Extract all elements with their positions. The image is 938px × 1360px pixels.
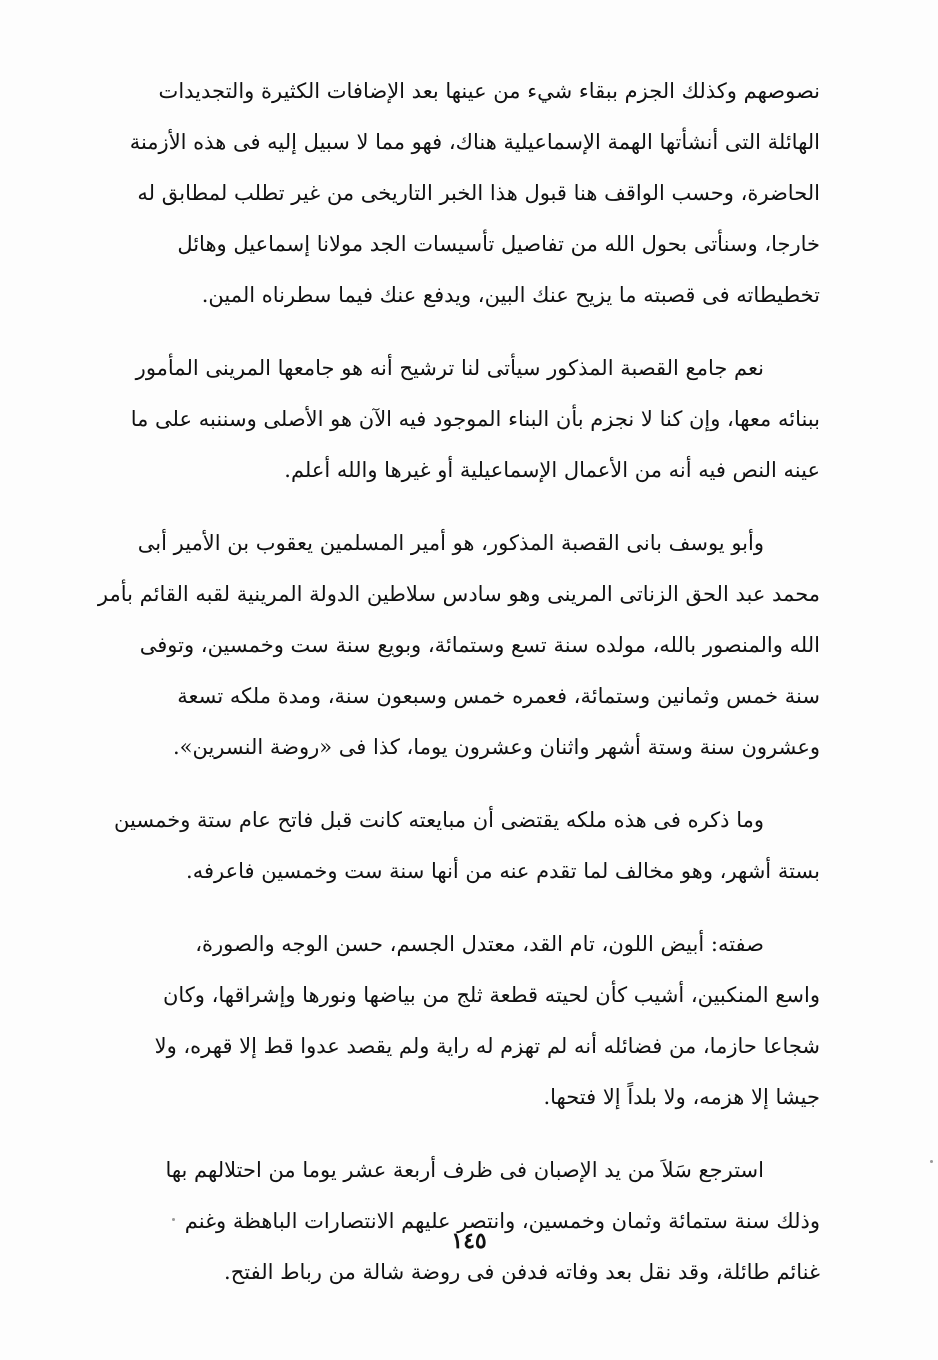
text-line: عينه النص فيه أنه من الأعمال الإسماعيلية أو غيرها والله أعلم. xyxy=(284,458,820,482)
text-line: غنائم طائلة، وقد نقل بعد وفاته فدفن فى روضة شالة من رباط الفتح. xyxy=(224,1260,820,1284)
scan-speck xyxy=(930,1160,933,1163)
scan-speck xyxy=(172,1218,175,1221)
paragraph xyxy=(78,1145,820,1298)
text-line: وعشرون سنة وستة أشهر واثنان وعشرون يوما، كذا فى «روضة النسرين». xyxy=(172,735,820,759)
text-line: محمد عبد الحق الزناتى المرينى وهو سادس سلاطين الدولة المرينية لقبه القائم بأمر xyxy=(97,582,820,606)
text-line: تخطيطاته فى قصبته ما يزيح عنك البين، ويدفع عنك فيما سطرناه المين. xyxy=(201,283,820,307)
text-line: صفته: أبيض اللون، تام القد، معتدل الجسم، حسن الوجه والصورة، xyxy=(195,932,764,956)
paragraph xyxy=(78,518,820,773)
paragraph xyxy=(78,343,820,496)
text-line: وما ذكره فى هذه ملكه يقتضى أن مبايعته كانت قبل فاتح عام ستة وخمسين xyxy=(114,808,764,832)
text-line: جيشا إلا هزمه، ولا بلداً إلا فتحها. xyxy=(543,1085,820,1109)
text-line: استرجع سَلاَ من يد الإصبان فى ظرف أربعة عشر يوما من احتلالهم بها xyxy=(165,1158,764,1182)
text-line: الهائلة التى أنشأتها الهمة الإسماعيلية هناك، فهو مما لا سبيل إليه فى هذه الأزمنة xyxy=(129,130,820,154)
text-line: وأبو يوسف بانى القصبة المذكور، هو أمير المسلمين يعقوب بن الأمير أبى xyxy=(137,531,764,555)
text-line: وذلك سنة ستمائة وثمان وخمسين، وانتصر عليهم الانتصارات الباهظة وغنم xyxy=(184,1209,820,1233)
text-line: نصوصهم وكذلك الجزم ببقاء شيء من عينها بعد الإضافات الكثيرة والتجديدات xyxy=(158,79,820,103)
text-line: ببنائه معها، وإن كنا لا نجزم بأن البناء الموجود فيه الآن هو الأصلى وسننبه على ما xyxy=(130,407,820,431)
paragraph xyxy=(78,66,820,321)
text-line: خارجا، وسنأتى بحول الله من تفاصيل تأسيسات الجد مولانا إسماعيل وهائل xyxy=(177,232,820,256)
body-text xyxy=(78,66,820,1320)
text-line: شجاعا حازما، من فضائله أنه لم تهزم له راية ولم يقصد عدوا قط إلا قهره، ولا xyxy=(154,1034,820,1058)
page-number: ١٤٥ xyxy=(451,1228,487,1254)
text-line: سنة خمس وثمانين وستمائة، فعمره خمس وسبعون سنة، ومدة ملكه تسعة xyxy=(177,684,820,708)
text-line: الله والمنصور بالله، مولده سنة تسع وستمائة، وبويع سنة ست وخمسين، وتوفى xyxy=(139,633,820,657)
text-line: واسع المنكبين، أشيب كأن لحيته قطعة ثلج من بياضها ونورها وإشراقها، وكان xyxy=(162,983,820,1007)
text-line: نعم جامع القصبة المذكور سيأتى لنا ترشيح أنه هو جامعها المرينى المأمور xyxy=(135,356,764,380)
text-line: بستة أشهر، وهو مخالف لما تقدم عنه من أنها سنة ست وخمسين فاعرفه. xyxy=(186,859,820,883)
text-line: الحاضرة، وحسب الواقف هنا قبول هذا الخبر التاريخى من غير تطلب لمطابق له xyxy=(137,181,820,205)
paragraph xyxy=(78,919,820,1123)
paragraph xyxy=(78,795,820,897)
